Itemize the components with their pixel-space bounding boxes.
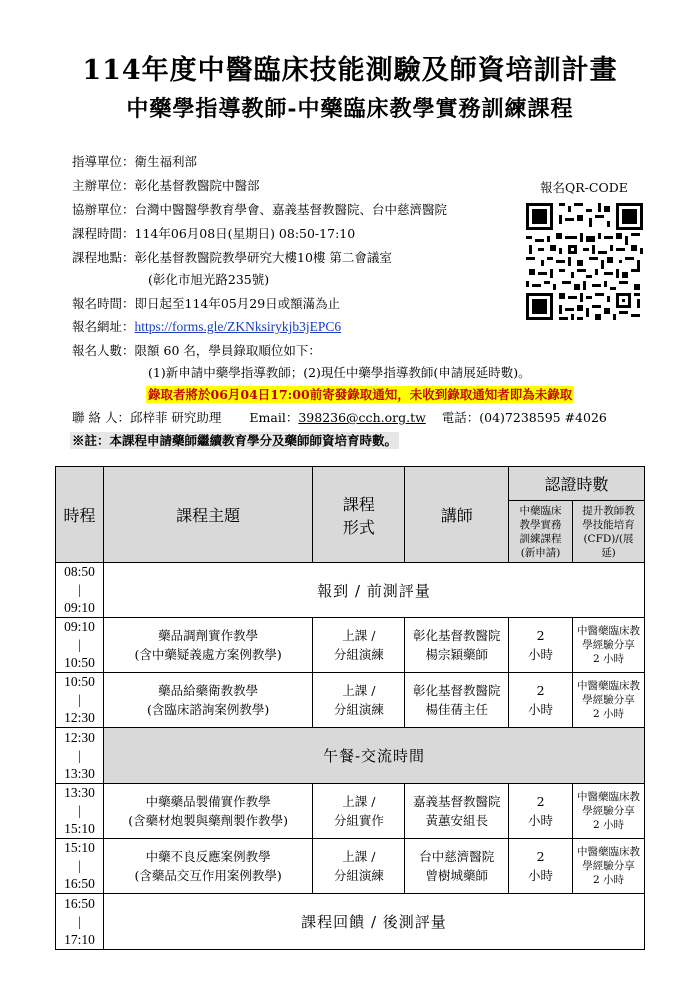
info-reg-priority: (1)新申請中藥學指導教師；(2)現任中藥學指導教師(申請展延時數)。 (148, 365, 531, 380)
hours-cell: 2 小時 (509, 618, 573, 673)
merged-cell: 午餐-交流時間 (103, 728, 644, 784)
info-course-time: 課程時間：114年06月08日(星期日) 08:50-17:10 (72, 226, 356, 241)
merged-cell: 課程回饋 / 後測評量 (103, 894, 644, 950)
hours-cell: 2 小時 (509, 839, 573, 894)
qr-code-icon[interactable] (523, 200, 646, 323)
header-cert-new: 中藥臨床教學實務訓練課程(新申請) (509, 501, 573, 563)
cfd-cell: 中醫藥臨床教 學經驗分享 2 小時 (572, 784, 644, 839)
topic-cell: 藥品給藥衛教教學 (含臨床諮詢案例教學) (103, 673, 312, 728)
info-location: 課程地點：彰化基督教醫院教學研究大樓10樓 第二會議室 (72, 250, 392, 265)
info-reg-time: 報名時間：即日起至114年05月29日或額滿為止 (72, 296, 341, 311)
format-cell: 上課 / 分組演練 (313, 618, 405, 673)
header-cert-hours: 認證時數 (509, 467, 645, 501)
time-cell: 15:10 | 16:50 (56, 839, 104, 894)
lecturer-cell: 彰化基督教醫院 楊佳蒨主任 (405, 673, 509, 728)
time-cell: 12:30 | 13:30 (56, 728, 104, 784)
schedule-row (56, 563, 645, 618)
page-title: 114年度中醫臨床技能測驗及師資培訓計畫 (82, 55, 618, 86)
topic-cell: 中藥藥品製備實作教學 (含藥材炮製與藥劑製作教學) (103, 784, 312, 839)
format-cell: 上課 / 分組實作 (313, 784, 405, 839)
lecturer-cell: 嘉義基督教醫院 黃蕙安組長 (405, 784, 509, 839)
header-time: 時程 (56, 467, 104, 563)
header-topic: 課程主題 (103, 467, 312, 563)
info-note: ※註：本課程申請藥師繼續教育學分及藥師師資培育時數。 (72, 433, 398, 448)
schedule-row (56, 728, 645, 784)
schedule-table (55, 466, 645, 950)
schedule-row (56, 894, 645, 950)
format-cell: 上課 / 分組演練 (313, 839, 405, 894)
info-admission-notice: 錄取者將於06月04日17:00前寄發錄取通知，未收到錄取通知者即為未錄取 (148, 387, 573, 402)
info-reg-url: 報名網址：https://forms.gle/ZKNksirykjb3jEPC6 (72, 319, 342, 334)
info-contact: 聯 絡 人：邱梓菲 研究助理 Email：398236@cch.org.tw 電話：(04)7238595 #4026 (72, 410, 607, 425)
topic-cell: 中藥不良反應案例教學 (含藥品交互作用案例教學) (103, 839, 312, 894)
page-subtitle: 中藥學指導教師-中藥臨床教學實務訓練課程 (126, 96, 574, 122)
info-reg-count: 報名人數：限額 60 名，學員錄取順位如下： (72, 343, 321, 358)
header-lecturer: 講師 (405, 467, 509, 563)
schedule-row (56, 839, 645, 894)
schedule-row (56, 673, 645, 728)
registration-link[interactable]: https://forms.gle/ZKNksirykjb3jEPC6 (134, 319, 342, 334)
cfd-cell: 中醫藥臨床教 學經驗分享 2 小時 (572, 618, 644, 673)
lecturer-cell: 台中慈濟醫院 曾樹城藥師 (405, 839, 509, 894)
schedule-row (56, 784, 645, 839)
topic-cell: 藥品調劑實作教學 (含中藥疑義處方案例教學) (103, 618, 312, 673)
header-format: 課程形式 (313, 467, 405, 563)
hours-cell: 2 小時 (509, 673, 573, 728)
cfd-cell: 中醫藥臨床教 學經驗分享 2 小時 (572, 839, 644, 894)
info-host-unit: 主辦單位：彰化基督教醫院中醫部 (72, 178, 260, 193)
lecturer-cell: 彰化基督教醫院 楊宗穎藥師 (405, 618, 509, 673)
cfd-cell: 中醫藥臨床教 學經驗分享 2 小時 (572, 673, 644, 728)
info-location-address: (彰化市旭光路235號) (148, 272, 270, 287)
schedule-row (56, 618, 645, 673)
time-cell: 13:30 | 15:10 (56, 784, 104, 839)
info-co-unit: 協辦單位：台灣中醫醫學教育學會、嘉義基督教醫院、台中慈濟醫院 (72, 202, 448, 217)
time-cell: 09:10 | 10:50 (56, 618, 104, 673)
header-cert-cfd: 提升教師教學技能培育(CFD)/(展延) (572, 501, 644, 563)
time-cell: 08:50 | 09:10 (56, 563, 104, 618)
hours-cell: 2 小時 (509, 784, 573, 839)
time-cell: 16:50 | 17:10 (56, 894, 104, 950)
contact-email-link[interactable]: 398236@cch.org.tw (298, 410, 426, 425)
merged-cell: 報到 / 前測評量 (103, 563, 644, 618)
info-guide-unit: 指導單位：衛生福利部 (72, 154, 198, 169)
qr-label: 報名QR-CODE (540, 180, 628, 195)
time-cell: 10:50 | 12:30 (56, 673, 104, 728)
format-cell: 上課 / 分組演練 (313, 673, 405, 728)
